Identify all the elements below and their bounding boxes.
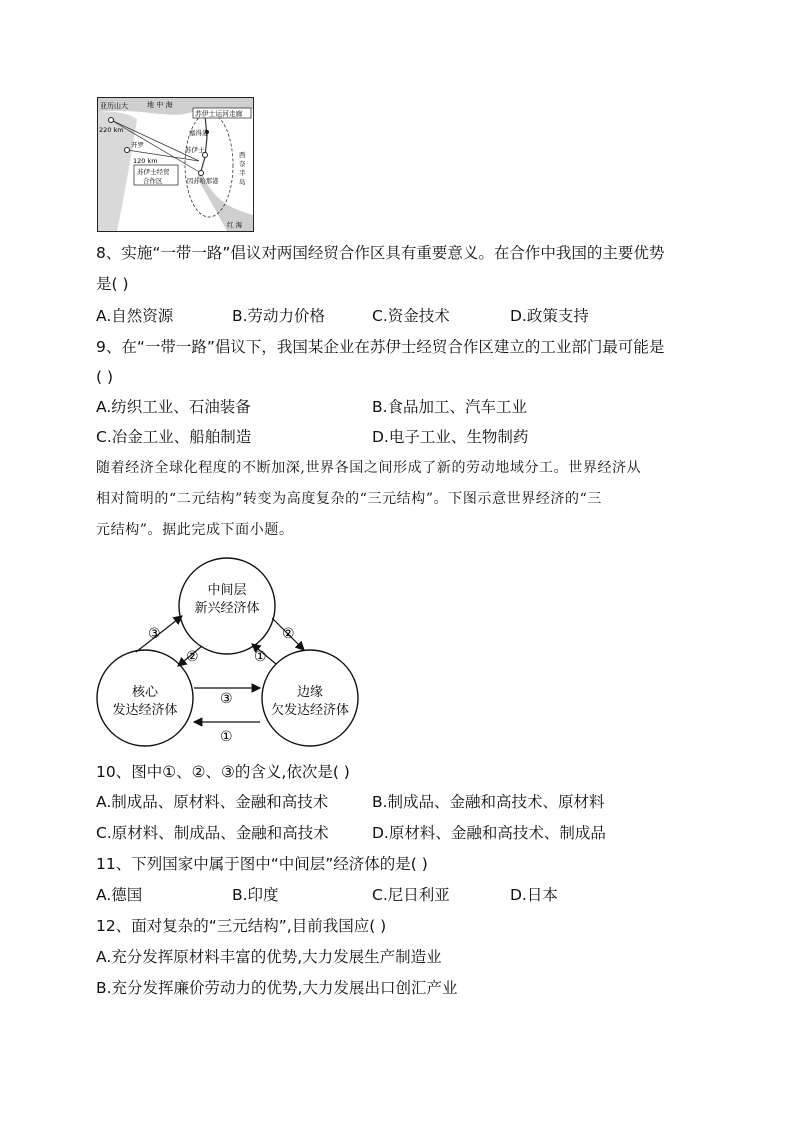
mark-bottom-lower: ① [220,729,233,745]
q9-stem-line1: 9、在“一带一路”倡议下，我国某企业在苏伊士经贸合作区建立的工业部门最可能是 [96,338,665,356]
q12-option-b[interactable]: B.充分发挥廉价劳动力的优势,大力发展出口创汇产业 [96,979,458,997]
suez-map [97,97,254,232]
q11-stem: 11、下列国家中属于图中“中间层”经济体的是( ) [96,855,428,873]
sinai-label-1: 西 [239,151,246,159]
portsaid-label: 塞得港 [189,129,209,137]
middle-tier-title: 中间层 [207,583,247,598]
q11-option-b[interactable]: B.印度 [232,886,279,904]
dist120-label: 120 km [133,157,158,165]
q11-option-d[interactable]: D.日本 [510,886,558,904]
core-title: 核心 [131,685,159,700]
sokhna-label: 因苏哈那港 [187,178,219,185]
q10-option-a[interactable]: A.制成品、原材料、金融和高技术 [96,793,329,811]
mark-right-outer: ② [282,626,295,642]
q10-option-d[interactable]: D.原材料、金融和高技术、制成品 [372,824,606,842]
q12-stem: 12、面对复杂的“三元结构”,目前我国应( ) [96,917,387,935]
periphery-title: 边缘 [296,685,324,700]
q11-option-a[interactable]: A.德国 [96,886,143,904]
periphery-subtitle: 欠发达经济体 [270,703,350,718]
q8-stem-line2: 是( ) [96,275,129,293]
q8-option-c[interactable]: C.资金技术 [372,307,450,325]
mediterranean-label: 地 中 海 [147,101,173,109]
q10-stem: 10、图中①、②、③的含义,依次是( ) [96,763,350,781]
middle-tier-subtitle: 新兴经济体 [194,601,260,616]
mark-bottom-upper: ③ [220,691,233,707]
alexandria-label: 亚历山大 [100,102,128,110]
q10-option-c[interactable]: C.原材料、制成品、金融和高技术 [96,824,329,842]
q8-option-a[interactable]: A.自然资源 [96,307,174,325]
passage-line2: 相对简明的“二元结构”转变为高度复杂的“三元结构”。下图示意世界经济的“三 [96,491,602,507]
cairo-label: 开罗 [131,141,144,149]
three-tier-diagram [90,548,370,753]
zone-label-1: 苏伊士经贸 [137,168,170,176]
q8-option-d[interactable]: D.政策支持 [510,307,589,325]
q9-stem-line2: ( ) [96,368,114,386]
q9-option-d[interactable]: D.电子工业、生物制药 [372,428,529,446]
passage-line1: 随着经济全球化程度的不断加深,世界各国之间形成了新的劳动地域分工。世界经济从 [96,460,642,476]
sinai-label-3: 半 [239,169,246,177]
q9-option-b[interactable]: B.食品加工、汽车工业 [372,398,528,416]
sinai-label-4: 岛 [239,178,246,186]
corridor-label: 苏伊士运河走廊 [195,110,243,118]
zone-label-2: 合作区 [143,177,163,185]
q11-option-c[interactable]: C.尼日利亚 [372,886,450,904]
q8-option-b[interactable]: B.劳动力价格 [232,307,326,325]
q12-option-a[interactable]: A.充分发挥原材料丰富的优势,大力发展生产制造业 [96,948,442,966]
dist220-label: 220 km [99,126,124,134]
passage-line3: 元结构”。据此完成下面小题。 [96,522,294,538]
q8-stem-line1: 8、实施“一带一路”倡议对两国经贸合作区具有重要意义。在合作中我国的主要优势 [96,244,665,262]
sinai-label-2: 奈 [239,160,246,168]
mark-right-inner: ① [254,649,267,665]
q9-option-c[interactable]: C.冶金工业、船舶制造 [96,428,252,446]
redsea-label: 红 海 [227,221,243,229]
mark-left-outer: ③ [148,626,161,642]
q10-option-b[interactable]: B.制成品、金融和高技术、原材料 [372,793,605,811]
q9-option-a[interactable]: A.纺织工业、石油装备 [96,398,251,416]
mark-left-inner: ② [186,649,199,665]
suez-label: 苏伊士 [185,146,205,154]
core-subtitle: 发达经济体 [112,703,178,718]
